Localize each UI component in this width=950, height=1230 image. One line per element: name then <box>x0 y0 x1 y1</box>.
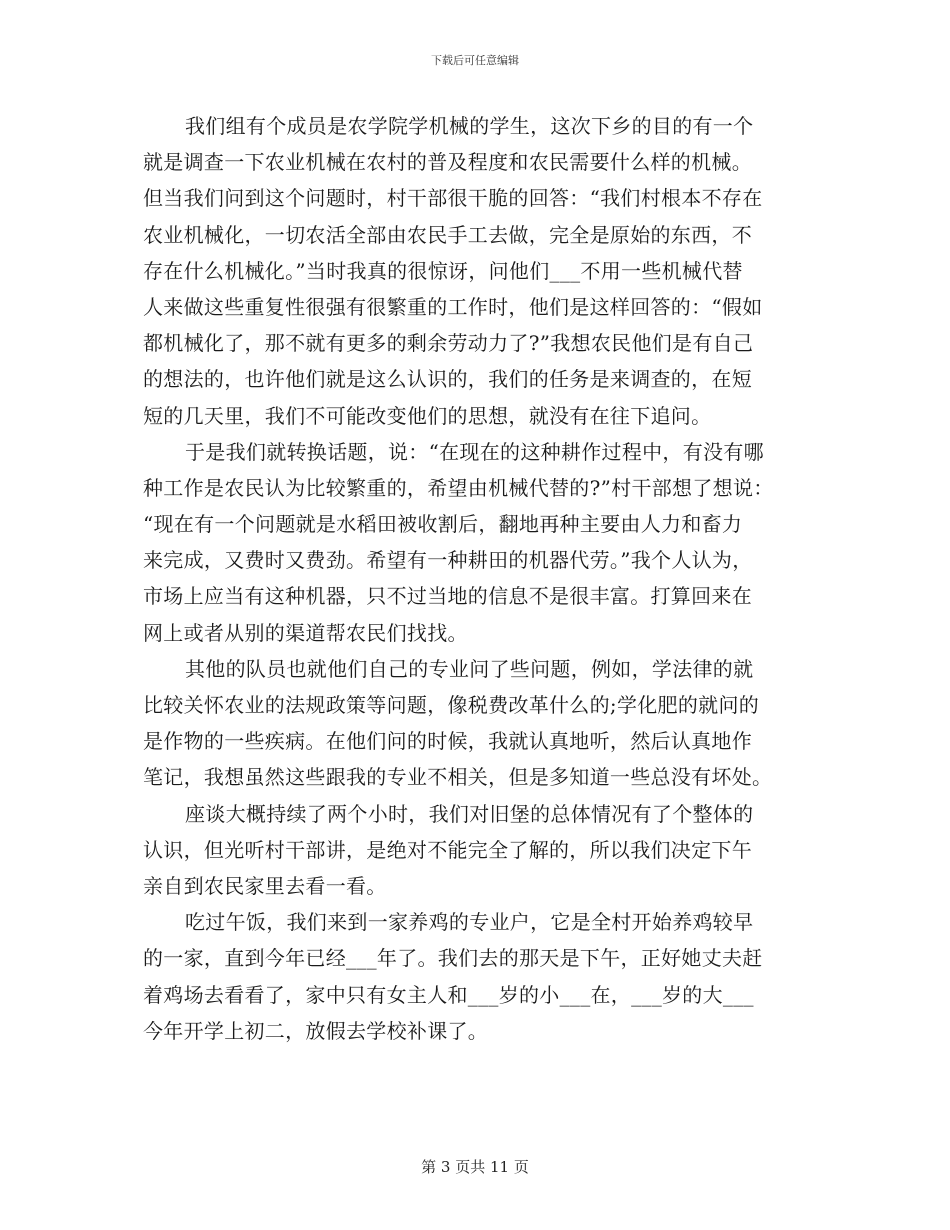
text-line: 着鸡场去看看了，家中只有女主人和___岁的小___在，___岁的大___ <box>143 982 754 1007</box>
text-line: 种工作是农民认为比较繁重的，希望由机械代替的?”村干部想了想说： <box>143 475 774 500</box>
text-line: 短的几天里，我们不可能改变他们的思想，就没有在往下追问。 <box>143 403 712 428</box>
text-line: 是作物的一些疾病。在他们问的时候，我就认真地听，然后认真地作 <box>143 729 752 754</box>
text-line: 的想法的，也许他们就是这么认识的，我们的任务是来调查的，在短 <box>143 367 752 392</box>
text-line: 市场上应当有这种机器，只不过当地的信息不是很丰富。打算回来在 <box>143 584 752 609</box>
text-line: 就是调查一下农业机械在农村的普及程度和农民需要什么样的机械。 <box>143 150 752 175</box>
text-line: 认识，但光听村干部讲，是绝对不能完全了解的，所以我们决定下午 <box>143 837 752 862</box>
page-header: 下载后可任意编辑 <box>431 54 519 67</box>
text-line: 存在什么机械化。”当时我真的很惊讶，问他们___不用一些机械代替 <box>143 258 743 283</box>
text-line: 亲自到农民家里去看一看。 <box>143 873 387 898</box>
page-footer: 第 3 页共 11 页 <box>421 1158 529 1176</box>
text-line: 网上或者从别的渠道帮农民们找找。 <box>143 620 468 645</box>
text-line: 都机械化了，那不就有更多的剩余劳动力了?”我想农民他们是有自己 <box>143 331 754 356</box>
text-line: 于是我们就转换话题，说：“在现在的这种耕作过程中，有没有哪 <box>185 439 764 464</box>
text-line: 今年开学上初二，放假去学校补课了。 <box>143 1018 489 1043</box>
text-line: 我们组有个成员是农学院学机械的学生，这次下乡的目的有一个 <box>185 114 754 138</box>
text-line: 来完成，又费时又费劲。希望有一种耕田的机器代劳。”我个人认为， <box>143 548 753 573</box>
text-line: 比较关怀农业的法规政策等问题，像税费改革什么的;学化肥的就问的 <box>143 693 760 717</box>
text-line: 人来做这些重复性很强有很繁重的工作时，他们是这样回答的：“假如 <box>143 294 763 319</box>
text-line: 吃过午饭，我们来到一家养鸡的专业户，它是全村开始养鸡较早 <box>185 910 754 935</box>
text-line: “现在有一个问题就是水稻田被收割后，翻地再种主要由人力和畜力 <box>143 512 743 537</box>
text-line: 座谈大概持续了两个小时，我们对旧堡的总体情况有了个整体的 <box>185 801 754 826</box>
text-line: 笔记，我想虽然这些跟我的专业不相关，但是多知道一些总没有坏处。 <box>143 765 773 790</box>
document-body <box>143 108 807 1049</box>
text-line: 但当我们问到这个问题时，村干部很干脆的回答：“我们村根本不存在 <box>143 186 763 211</box>
text-line: 农业机械化，一切农活全部由农民手工去做，完全是原始的东西，不 <box>143 222 752 247</box>
text-line: 的一家，直到今年已经___年了。我们去的那天是下午，正好她丈夫赶 <box>143 946 763 971</box>
text-line: 其他的队员也就他们自己的专业问了些问题，例如，学法律的就 <box>185 656 754 681</box>
